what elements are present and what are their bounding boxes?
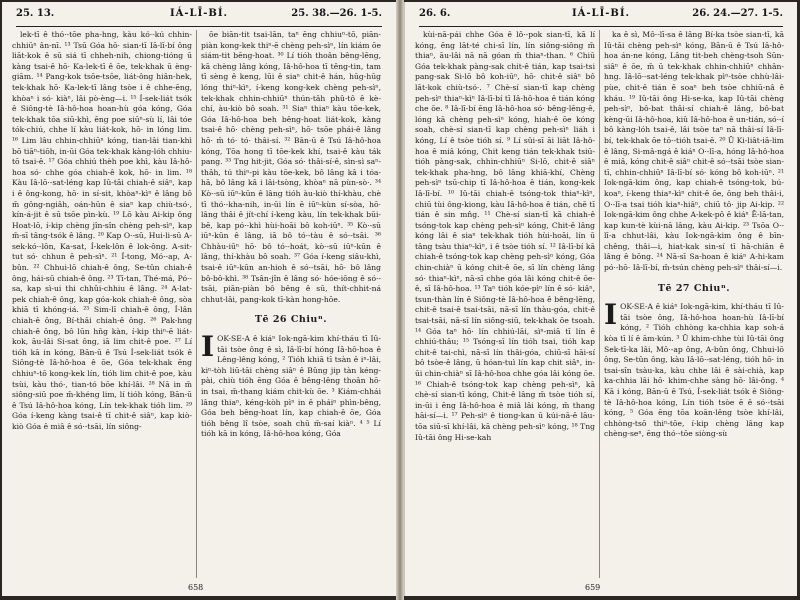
chapter-26-text: OK-SE-A ê kiáⁿ Iok-ngā-kim khí-tháu tī Iû-tāi tsòe ông ê sì, Iâ-lī-bí hóng Iâ-hô-hoa ê Lêng-lêng kóng, ² Tióh khiā tī tsàn ê iⁿ-lâi, kiⁿ-tòh liū-tāi chèng siâⁿ ê Bûng jip tàn kéng-pài, chiù tióh ēng Góa ê bêng-lêng thoân hō· in tsai, m̄-thang kiám chit-kù ōe. ³ Kiám-chhái lâng thiaⁿ, kéng-kòh pìⁿ in ê pháiⁿ phìn-bêng, Góa beh bêng-hoat lín, kap chiah-ê ōe, Góa tióh bêng lî tsòe, soah chū m̄-saí kiàⁿ. ⁴ ⁵ Lí tióh kā in kóng, Iâ-hô-hoa kóng, Góa [201,334,381,439]
book-gutter [396,0,404,600]
right-header-book-title: IÁ-LĪ-BÍ. [571,8,631,19]
left-page-number: 658 [188,583,204,592]
right-column-1 [415,30,595,578]
right-col1-text: kùi-nā-pái chhe Góa ê lô·-pok sian-tī, kā lí kóng, ēng lāt-té chi-sī lín, lín siông-siông m̄ thiaⁿ, āu-lâi nā nā góan m̄ thiaⁿ-than. ⁶ Chiū Góa tek-khak pàng-sak chit-ê tián, kap tsai-tsi pang-sak Si-lō bô koh-iūⁿ, hō· chit-ê siâⁿ bô lāt-kok chiù-tsó·. ⁷ Chè-sí sian-tī kap chèng peh-sìⁿ thiaⁿ-kìⁿ Iâ-lī-bí tī Iâ-hô-hoa ê tián kóng che ōe. ⁸ Iâ-lī-bí ēng Iâ-hô-hoa só· bêng-lēng-ê, lóng kā chèng peh-sìⁿ kóng, hiah-ê ōe kóng soah, chè-sí sian-tī kap chèng peh-sìⁿ liáh i kóng, Lí ê tsòe tióh sí. ⁹ Lí sûi-sī āi liāt Iâ-hô-hoa ê miâ kóng, Chit keng tián tek-khak tsiū-tióh pàng-sak, chhin-chhiūⁿ Si-lō, chit-ê siâⁿ tek-khak pha-hng, bô lâng khiā-khí, Chèng peh-sìⁿ tsū-chip tī Iâ-hô-hoa ê tián, kong-kek Iâ-lī-bí. ¹⁰ Iû-tāi chiah-ê tsóng-tok thiaⁿ-kìⁿ, chiū tùi ông-kiong, kàu Iâ-hô-hoa ê tián, chē tī tián ê sin mn̂g. ¹¹ Chè-sí sian-tī kā chiah-ê tsóng-tok kap chèng peh-sìⁿ kóng, Chit-ê lâng kóng lâi ê siaⁿ tek-khak tióh hùi-hoāi, lín ū tâng tsàu thiaⁿ-kìⁿ, i ê tsòe tióh sí. ¹² Iâ-lī-bí kā chiah-ê tsóng-tok kap chèng peh-sìⁿ kóng, Góa chin-chiàⁿ ū kóng chit-ê ōe, sī lín chèng lâng só· thiaⁿ-kìⁿ, nā-sī chhe góa lâi kóng chit-ê ōe-ê, sī Iâ-hô-hoa. ¹³ Taⁿ tióh kóe-pìⁿ lín ê só· kiâⁿ, tsun-thàn lín ê Siông-tè Iâ-hô-hoa ê bêng-lēng, chit-ê tsai-ê tsai-tsāi, nā-sī lín thàu-góa, chit-ê tsai-tsāi, nā-sī lín siông-siū, tek-khak ōe tsoah. ¹⁴ Góa taⁿ hō· lín chhiú-lāi, sìⁿ-miā tī lín ê chhiú-thâu; ¹⁵ Tsóng-sī lín tióh tsai, tióh kap chit-ê tai-chì, nā-sī lín thâi-góa, chiū-sī hāi-sí bô tsòe-ê lâng, ū hóan-tuì lín kap chit siâⁿ, in-ūi chin-chiàⁿ sī Iâ-hô-hoa chhe góa lâi kóng ōe. ¹⁶ Chiah-ê tsóng-tok kap chèng peh-sìⁿ, kā chè-sí sian-tī kóng, Chit-ê lâng m̄ tsòe tióh sí, in-ūi i ēng Iâ-hô-hoa ê miâ lâi kóng, m̄ thang hāi-sí—i. ¹⁷ Peh-sìⁿ ê tiong-kan ū kúi-nā-ê lāu-tōa siū-sī khí-lâi, kā chèng peh-sìⁿ kóng, ¹⁸ Tng Iû-tāi ông Hi-se-kah [415,30,595,442]
left-header-reference: 25. 13. [16,8,55,19]
chapter-27-drop-cap: I [604,298,618,332]
right-page-header [419,8,783,22]
right-header-reference: 26. 6. [419,8,451,19]
left-col1-text: lek-tī ê thó·-tōe pha-hng, kàu kó·-kú chhin-chhiūⁿ ân-nī. ¹³ Tsū Góa hō· sian-tī Iā-lī-bí ông liāt-kok ê sū siá tī chheh-nih, chiong-tióng ū kàng tsai-ê hō· Ka-lek-tī ê ōe, tek-khak ū èng-giām. ¹⁴ Pang-kok tsōe-tsōe, liát-ông hiân-hek, tek-khak hō· Ka-lek-tī lâng tsòe i ê chhe-ēng, khòaⁿ i só· kiàⁿ, lâi pò-èng—i. ¹⁵ Í-sek-liát tsók ê Siông-tè Iâ-hô-hoa hoan-hù góa kóng, Góa tek-khak tōa siū-khì, ēng poe siūⁿ-sù lí, lâi tóe tók-chiú, chhe lí kàu liát-kok, hō· in lóng lim. ¹⁶ Lim lâu chhin-chhiūⁿ kóng, tian-lâi tian-khì bō tiāⁿ-tiōh, in-ūi Góa tek-khak kàng-lóh chhiu-tō tsai-ê. ¹⁷ Góa chhiú thèh poe khì, kàu Iâ-hô-hoa só· chhe góa chiah-ê kok, hō· in lim. ¹⁸ Kàu Iâ-lō·-sat-léng kap Iû-tāi chiah-ê siâⁿ, kap i ê ông-kong, hō· in sí-sit, khòaⁿ-kìⁿ ê lâng bô m̄ gông-ngiâh, oán-hūn ê siaⁿ kap chiù-tsó·, kín-á-jit ê sū tsōe pìn-kù. ¹⁹ Lō kàu Ai-kip ông Hoat-lō, í-kip chèng jîn-sîn chèng peh-sìⁿ, kap m̄-sī tâng-tsók ê lâng. ²⁰ Kap O·-sū, Hui-li-sū A-sek-kó·-lôn, Ka-sat, Í-kek-lôn ê lok-ông. A-sit-tut só· chhun ê peh-sìⁿ. ²¹ Í-tong, Mó·-ap, A-bûn. ²² Chhui-lō chiah-ê ông, Se-tûn chiah-ê ông, hái-sū chiah-ê ông. ²³ Tī-tan, Thé-má, Pó·-sa, kap sì-ui thi chhûi-chhiu ê lâng. ²⁴ A-lat-pek chiah-ê ông, kap góa-kok chiah-ê ông, sòa khiā tī khóng-iá. ²⁵ Sim-lī chiah-ê ông, Í-lân chiah-ê ông, Bí-thâi chiah-ê ông. ²⁶ Pak-hng chiah-ê ông, bô lūn hn̄g kàn, í-kip thiⁿ-ē liát-kok, āu-lâi Si-sat ông, iā lim chit-ê poe. ²⁷ Lí tióh kā in kóng, Bān-ū ê Tsú Í-sek-liát tsók ê Siông-tè Iâ-hô-hoa ê ōe, Góa tek-khak ēng chhiuⁿ-tō kong-kek lín, tióh lim chit-ê poe, kàu tsùi, kàu thó·, tian-tó bōe khí-lâi. ²⁸ Nā in m̄ siông-siū poe m̄-khéng lim, lí tióh kóng, Bān-ū ê Tsú Iâ-hô-hoa kóng, Lín tek-khak tióh lim. ²⁹ Góa í-keng kàng tsai-ê tī chit-ê siâⁿ, kap kiò-kiò Góa ê miâ ê só·-tsāi, lín siông- [12,30,192,431]
right-column-2 [604,30,784,578]
chapter-26-heading: Tē 26 Chiuⁿ. [254,314,328,326]
left-col2-text: ōe biān-tit tsai-lān, taⁿ ēng chhiuⁿ-tō, piān-piàn kong-kek thiⁿ-ē chèng peh-sìⁿ, lín kiám ōe siám-tit bēng-hoat. ³⁰ Lí tióh thoân bêng-lēng, kā chèng lâng kóng, Iâ-hô-hoa tī têng-tin, tam tī sèng ê keng, lūi ê siaⁿ chit-ê hán, hūg-hūg lóng thiⁿ-kìⁿ, í-keng kong-kek chèng peh-sìⁿ, tek-khak chhin-chhiūⁿ thún-tâh phû-tô ê kè-chí, àu-kiò bô soah. ³¹ Siaⁿ thiaⁿ kàu tōe-kek, Góa Iâ-hô-hoa beh bêng-hoat liát-kok, kàng tsai-ê hō· chèng peh-sìⁿ, hō· tsōe phái-ê lâng hō· m̄ tó· tó· thâi-sí. ³² Bān-ū ê Tsú Iâ-hô-hoa kóng, Tōa hong tī tōe-kek khí, tsai-ê kàu ták pang. ³³ Tng hit-jit, Góa só· thâi-sí-ê, sìn-sì saⁿ-thâh, tú thiⁿ-pi kàu tōe-kek, bô lâng kâ i tóa-hā, bô lâng kâ i lâi-tsòng, khòaⁿ nā pùn-sò·. ³⁴ Kò·-sū iūⁿ-kūn ê lâng tióh àu-kiò thí-khàu, chè tī thó·-kha-nih, in-ūi lín ē iūⁿ-kùn sí-sòa, hō· lâng thâi ê jít-chí í-keng kàu, lín tek-khak būi-bē, kap pó·-khì hùi-hoāi bô koh-iūⁿ. ³⁵ Kò·-sū iūⁿ-kūn ê lâng, iā bô tó·-tàu ê só·-tsāi. ³⁶ Chhàu-iūⁿ hō· bô tó·-hoát, kò·-sū iūⁿ-kūn ê lâng, thí-khàu bô soah. ³⁷ Góa í-keng siâu-khì, tsai-ê iūⁿ-kūn an-hioh ê só·-tsāi, hō· bô lâng bô-bô-khì. ³⁸ Tsân-jîn ê lâng só· hóe-iōng ê só·-tsāi, piān-piàn bô bêng ê sū, thít-chhit-ná chhut-lâi, pang-kok tī-kàn hong-hōe. [201,30,381,304]
left-header-rule [16,26,382,27]
chapter-27-heading: Tē 27 Chiuⁿ. [657,282,731,294]
left-column-divider [196,30,197,578]
chapter-26-text-block [201,330,381,440]
right-page-number: 659 [585,583,601,592]
right-header-range: 26. 24.—27. 1-5. [692,8,783,19]
left-header-book-title: IÁ-LĪ-BÍ. [169,8,229,19]
right-column-divider [599,30,600,578]
right-page [404,2,797,596]
left-header-range: 25. 38.—26. 1-5. [291,8,382,19]
left-column-1 [12,30,192,578]
left-page-header [16,8,382,22]
chapter-27-text-block [604,298,784,440]
chapter-27-text: OK-SE-A ê kiáⁿ Iok-ngā-kim, khí-tháu tī Iû-tāi tsòe ông, Iâ-hô-hoa hoan-hù Iâ-lī-bí kóng, ² Tióh chhòng ka-chhia kap soh-á kòa tī lí ê ām-kún. ³ Ū khim-chhe tùi Iû-tāi ông Sek-tī-ka lâi, Mô·-ap ông, A-bûn ông, Chhui-lō ông, Se-tûn ông, kàu Iâ-lō·-sat-léng, tióh hō· in tsai-sîn tsàu-ka, kàu chhe lâi ê sài-chià, kap ka-chhia lâi hō· khim-chhe sàng hō· lâi-ông. ⁴ Kā i kóng, Bān-ū ê Tsú, Í-sek-liát tsók ê Siông-tè Iâ-hô-hoa kóng, Lín tióh tsòe ē ê só·-tsāi kóng, ⁵ Góa ēng tōa koān-lêng tsòe khí-lâi, chhòng-tsō thiⁿ-tōe, í-kip chèng lâng kap chèng-seⁿ, ēng thó·-tōe siòng-sù [604,302,784,439]
left-page [2,2,397,596]
right-header-rule [419,26,783,27]
chapter-26-drop-cap: I [201,330,215,364]
left-column-2 [201,30,381,578]
right-col2-text: ka ê sì, Mô·-lī-sa ê lâng Bí-ka tsòe sian-tī, kā Iû-tāi chèng peh-sìⁿ kóng, Bān-ū ê Tsú Iâ-hô-hoa án-ne kóng, Lâng tit-beh chèng-tsoh Sūn-siâⁿ ê ōe, m̄ ū tek-khak chhin-chhiūⁿ chhân-hng. Iâ-lō·-sat-léng tek-khak pìⁿ-tsòe chhù-lâi-pùe, chit-ê tián ê soaⁿ beh tsòe chhiū-nâ ê kháu. ¹⁹ Iû-tāi ông Hi-se-ka, kap Iû-tāi chèng peh-sìⁿ, bô-bat thâi-sí chiah-ê lâng, bô-bat kèng-ūi Iâ-hô-hoa, kiû Iâ-hô-hoa ê un-tián, só·-í bô kàng-lóh tsai-ê, lâi tsòe taⁿ nā thâi-sí Iâ-lī-bí, tek-khak ōe tō·-tióh tsai-ē. ²⁰ Ū Ki-liât-iā-lim ê lâng, Si-mâ-ngá ê kiáⁿ O·-lī-a, hóng Iâ-hô-hoa ê miâ, kóng chit-ê siâⁿ chit-ê só·-tsāi tsòe sian-tī, chhin-chhiūⁿ Iâ-lī-bí só· kóng bô koh-iūⁿ. ²¹ Iok-ngā-kim ông, kap chiah-ê tsóng-tok, bú-koaⁿ, í-keng thiaⁿ-kìⁿ chit-ê ōe, ông beh thâi-i, O·-lī-a tsai tióh kiaⁿ-hiâⁿ, chiū tô· jip Ai-kip. ²² Iok-ngā-kim ông chhe A-kek-pô ê kiáⁿ Ē-lā-tan, kap kun-tè kùi-nā lâng, kàu Ai-kip. ²³ Tsōa O·-lī-a chhut-lâi, kàu Iok-ngā-kim ông ê bīn-chêng, thâi—i, hiat-kak sin-sí tī hā-chiān ê lâng ê bōng. ²⁴ Nā-sī Sa-hoan ê kiáⁿ A-hi-kam pó·-hō· Iâ-lī-bí, m̄-tsún chèng peh-sìⁿ thâi-sí—i. [604,30,784,273]
